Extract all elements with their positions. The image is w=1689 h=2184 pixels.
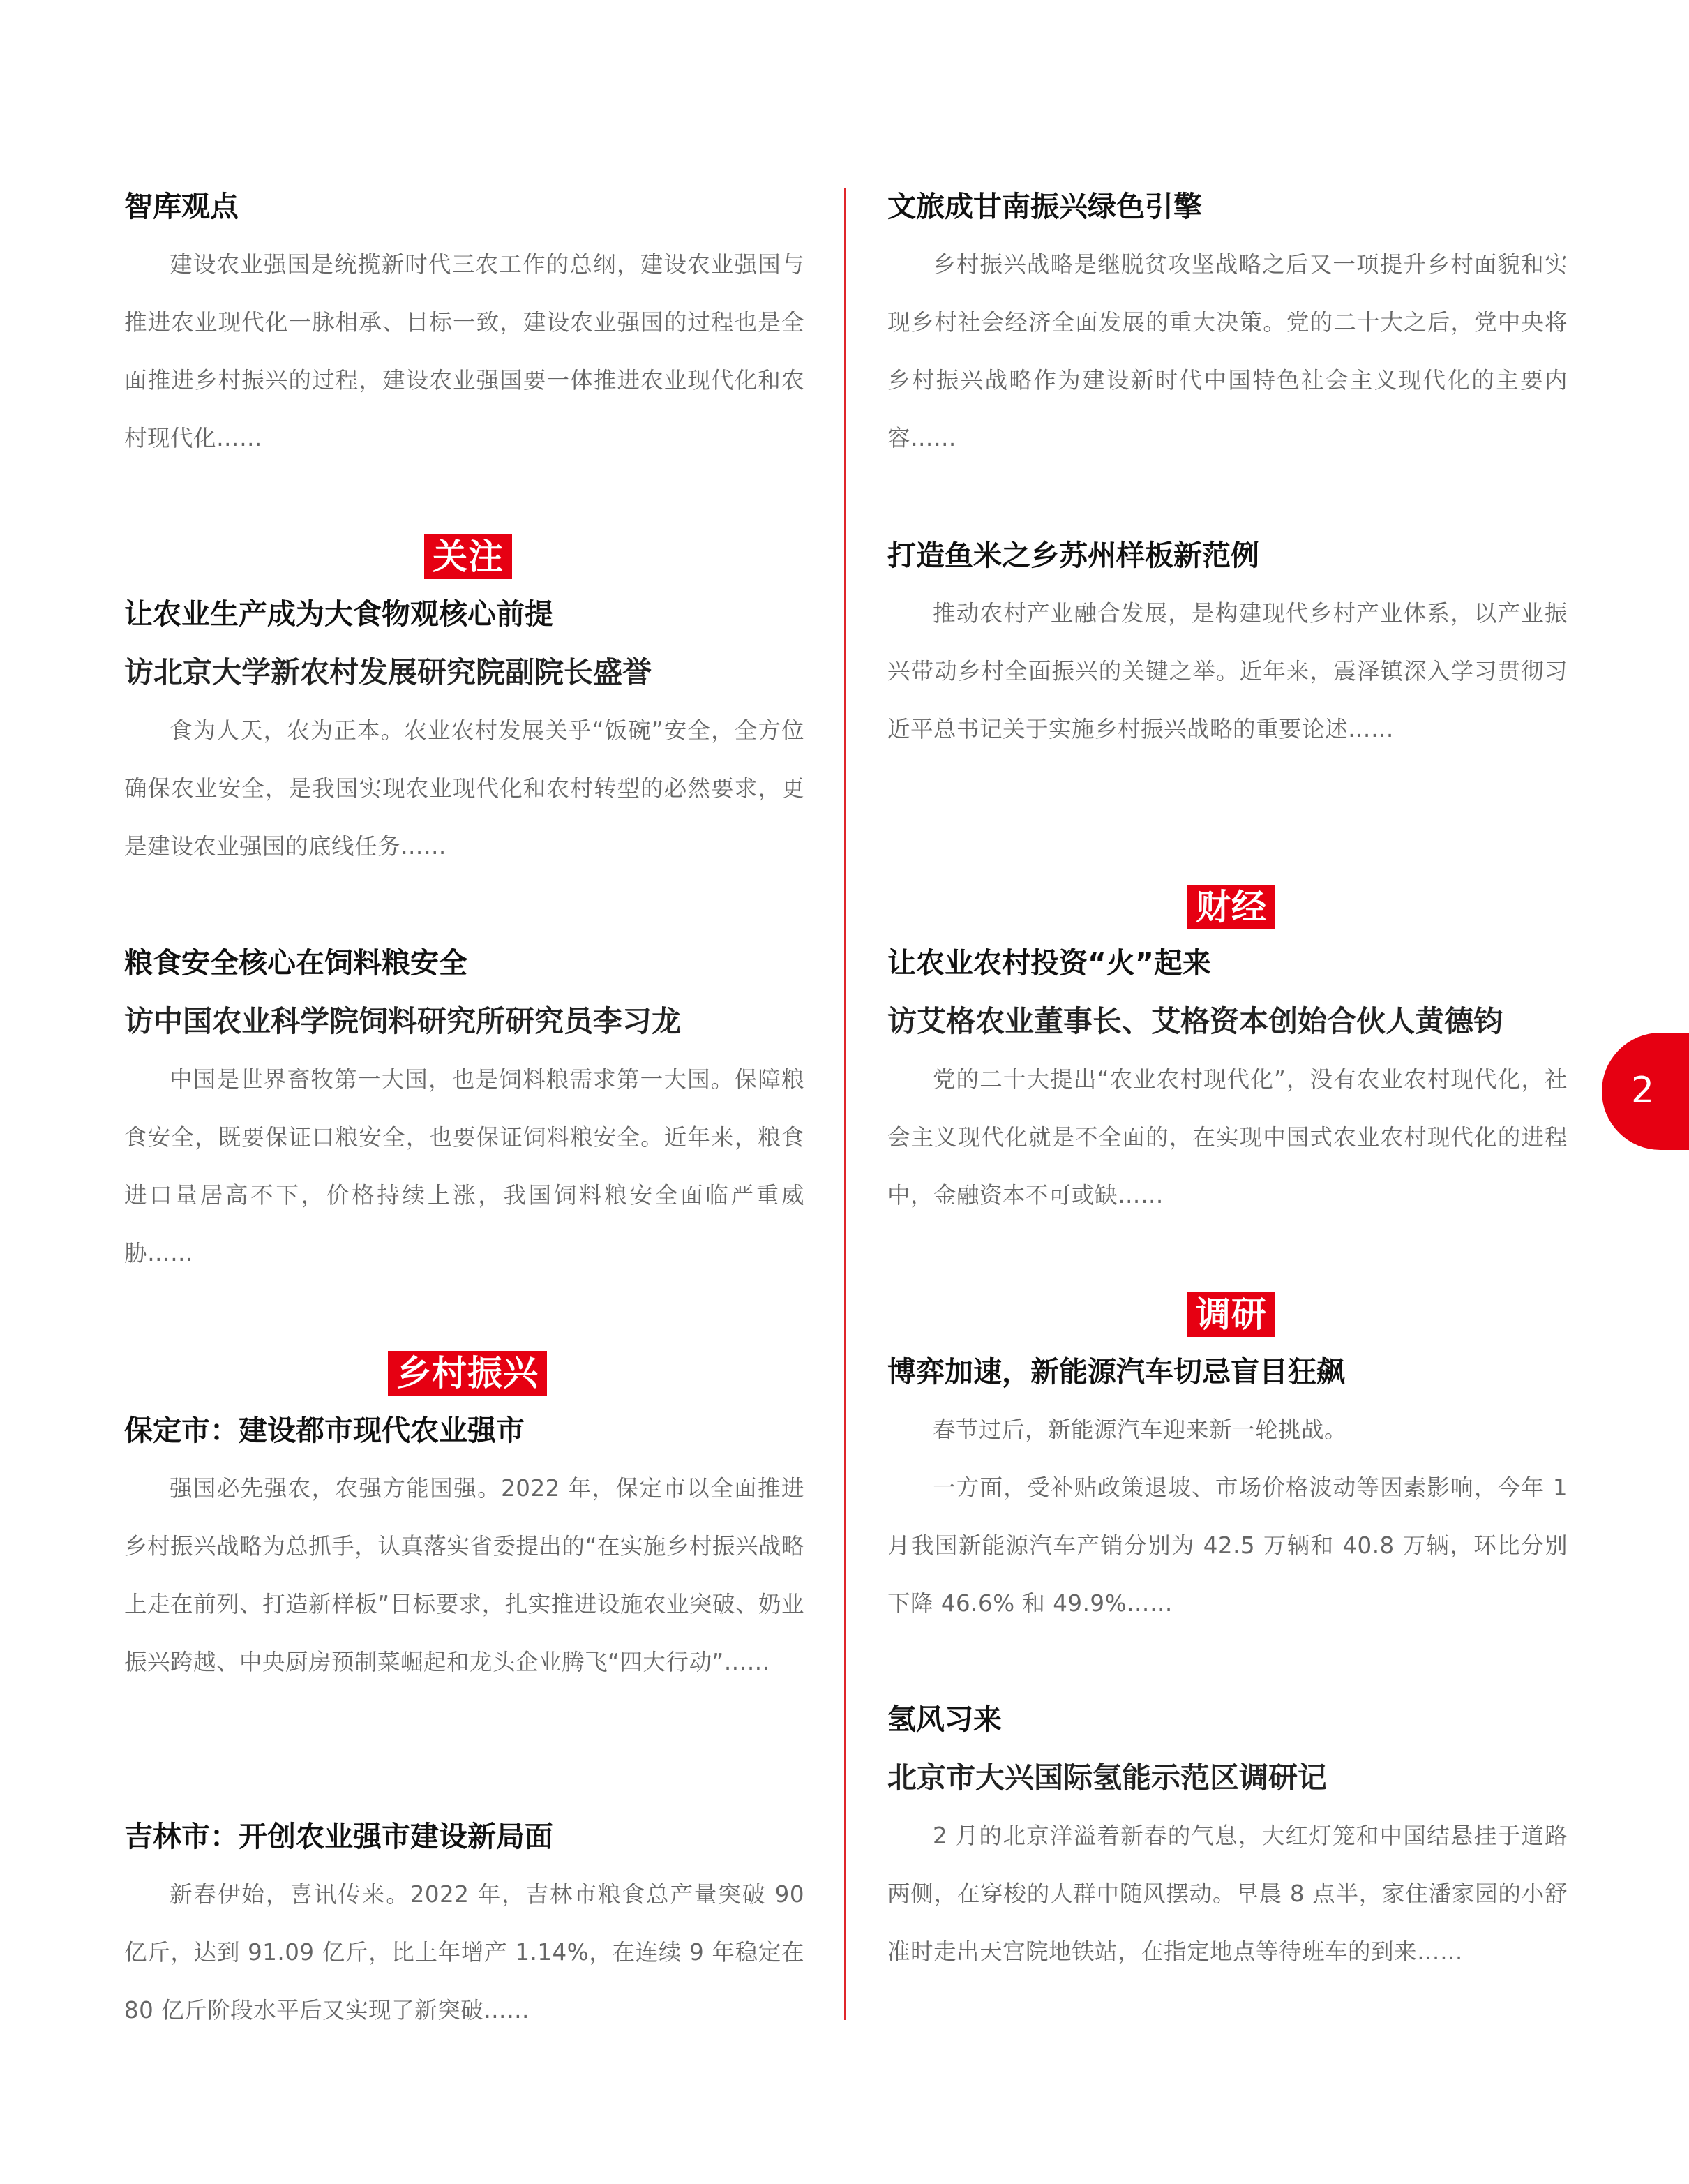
focus-tag: 关注 (424, 534, 512, 579)
finance-article-body: 党的二十大提出“农业农村现代化”，没有农业农村现代化，社会主义现代化就是不全面的，在实现中国式农业农村现代化的进程中，金融资本不可或缺…… (887, 1066, 1568, 1209)
rural-article-1-title: 保定市：建设都市现代农业强市 (124, 1414, 525, 1447)
think-tank-title: 智库观点 (124, 190, 239, 223)
focus-article-1-subtitle: 访北京大学新农村发展研究院副院长盛誉 (124, 655, 652, 689)
focus-article-2-subtitle: 访中国农业科学院饲料研究所研究员李习龙 (124, 1004, 682, 1038)
focus-article-2-body: 中国是世界畜牧第一大国，也是饲料粮需求第一大国。保障粮食安全，既要保证口粮安全，也要保证饲料粮安全。近年来，粮食进口量居高不下，价格持续上涨，我国饲料粮安全面临严重威胁…… (124, 1066, 804, 1266)
focus-article-1[interactable] (124, 593, 804, 876)
focus-article-2-title: 粮食安全核心在饲料粮安全 (124, 946, 467, 980)
suzhou-article-title: 打造鱼米之乡苏州样板新范例 (887, 539, 1259, 572)
research-article-2-title: 氢风习来 (887, 1703, 1002, 1736)
focus-article-1-body: 食为人天，农为正本。农业农村发展关乎“饭碗”安全，全方位确保农业安全，是我国实现农业现代化和农村转型的必然要求，更是建设农业强国的底线任务…… (124, 717, 804, 860)
think-tank-section (124, 186, 804, 468)
research-article-2[interactable] (887, 1698, 1568, 1981)
rural-revitalization-tag: 乡村振兴 (388, 1351, 547, 1396)
focus-article-2[interactable] (124, 942, 804, 1282)
rural-article-1[interactable] (124, 1409, 804, 1691)
finance-article-title: 让农业农村投资“火”起来 (887, 946, 1211, 980)
research-article-1-title: 博弈加速，新能源汽车切忌盲目狂飙 (887, 1355, 1345, 1389)
rural-article-2-body: 新春伊始，喜讯传来。2022 年，吉林市粮食总产量突破 90 亿斤，达到 91.09 亿斤，比上年增产 1.14%，在连续 9 年稳定在 80 亿斤阶段水平后又实现了新突破…… (124, 1881, 804, 2024)
focus-article-1-title: 让农业生产成为大食物观核心前提 (124, 597, 553, 631)
tourism-article-title: 文旅成甘南振兴绿色引擎 (887, 190, 1202, 223)
tourism-article[interactable] (887, 186, 1568, 468)
column-divider (844, 188, 846, 2020)
research-article-1-body-1: 春节过后，新能源汽车迎来新一轮挑战。 (933, 1416, 1348, 1443)
suzhou-article[interactable] (887, 534, 1568, 758)
research-article-1-body-2: 一方面，受补贴政策退坡、市场价格波动等因素影响，今年 1 月我国新能源汽车产销分别为 42.5 万辆和 40.8 万辆，环比分别下降 46.6% 和 49.9%…… (887, 1474, 1568, 1617)
research-article-2-body: 2 月的北京洋溢着新春的气息，大红灯笼和中国结悬挂于道路两侧，在穿梭的人群中随风摆动。早晨 8 点半，家住潘家园的小舒准时走出天宫院地铁站，在指定地点等待班车的到来…… (887, 1823, 1568, 1965)
finance-tag: 财经 (1187, 885, 1275, 929)
rural-article-2[interactable] (124, 1816, 804, 2040)
page-number: 2 (1631, 1070, 1655, 1112)
finance-article[interactable] (887, 942, 1568, 1225)
rural-article-2-title: 吉林市：开创农业强市建设新局面 (124, 1820, 553, 1853)
think-tank-body: 建设农业强国是统揽新时代三农工作的总纲，建设农业强国与推进农业现代化一脉相承、目标一致，建设农业强国的过程也是全面推进乡村振兴的过程，建设农业强国要一体推进农业现代化和农村现代化…… (124, 251, 804, 451)
research-tag: 调研 (1187, 1292, 1275, 1337)
rural-article-1-body: 强国必先强农，农强方能国强。2022 年，保定市以全面推进乡村振兴战略为总抓手，认真落实省委提出的“在实施乡村振兴战略上走在前列、打造新样板”目标要求，扎实推进设施农业突破、奶业振兴跨越、中央厨房预制菜崛起和龙头企业腾飞“四大行动”…… (124, 1475, 804, 1675)
tourism-article-body: 乡村振兴战略是继脱贫攻坚战略之后又一项提升乡村面貌和实现乡村社会经济全面发展的重大决策。党的二十大之后，党中央将乡村振兴战略作为建设新时代中国特色社会主义现代化的主要内容…… (887, 251, 1568, 451)
suzhou-article-body: 推动农村产业融合发展，是构建现代乡村产业体系，以产业振兴带动乡村全面振兴的关键之举。近年来，震泽镇深入学习贯彻习近平总书记关于实施乡村振兴战略的重要论述…… (887, 600, 1568, 742)
research-article-1[interactable] (887, 1351, 1568, 1633)
finance-article-subtitle: 访艾格农业董事长、艾格资本创始合伙人黄德钧 (887, 1004, 1503, 1038)
research-article-2-subtitle: 北京市大兴国际氢能示范区调研记 (887, 1760, 1328, 1795)
